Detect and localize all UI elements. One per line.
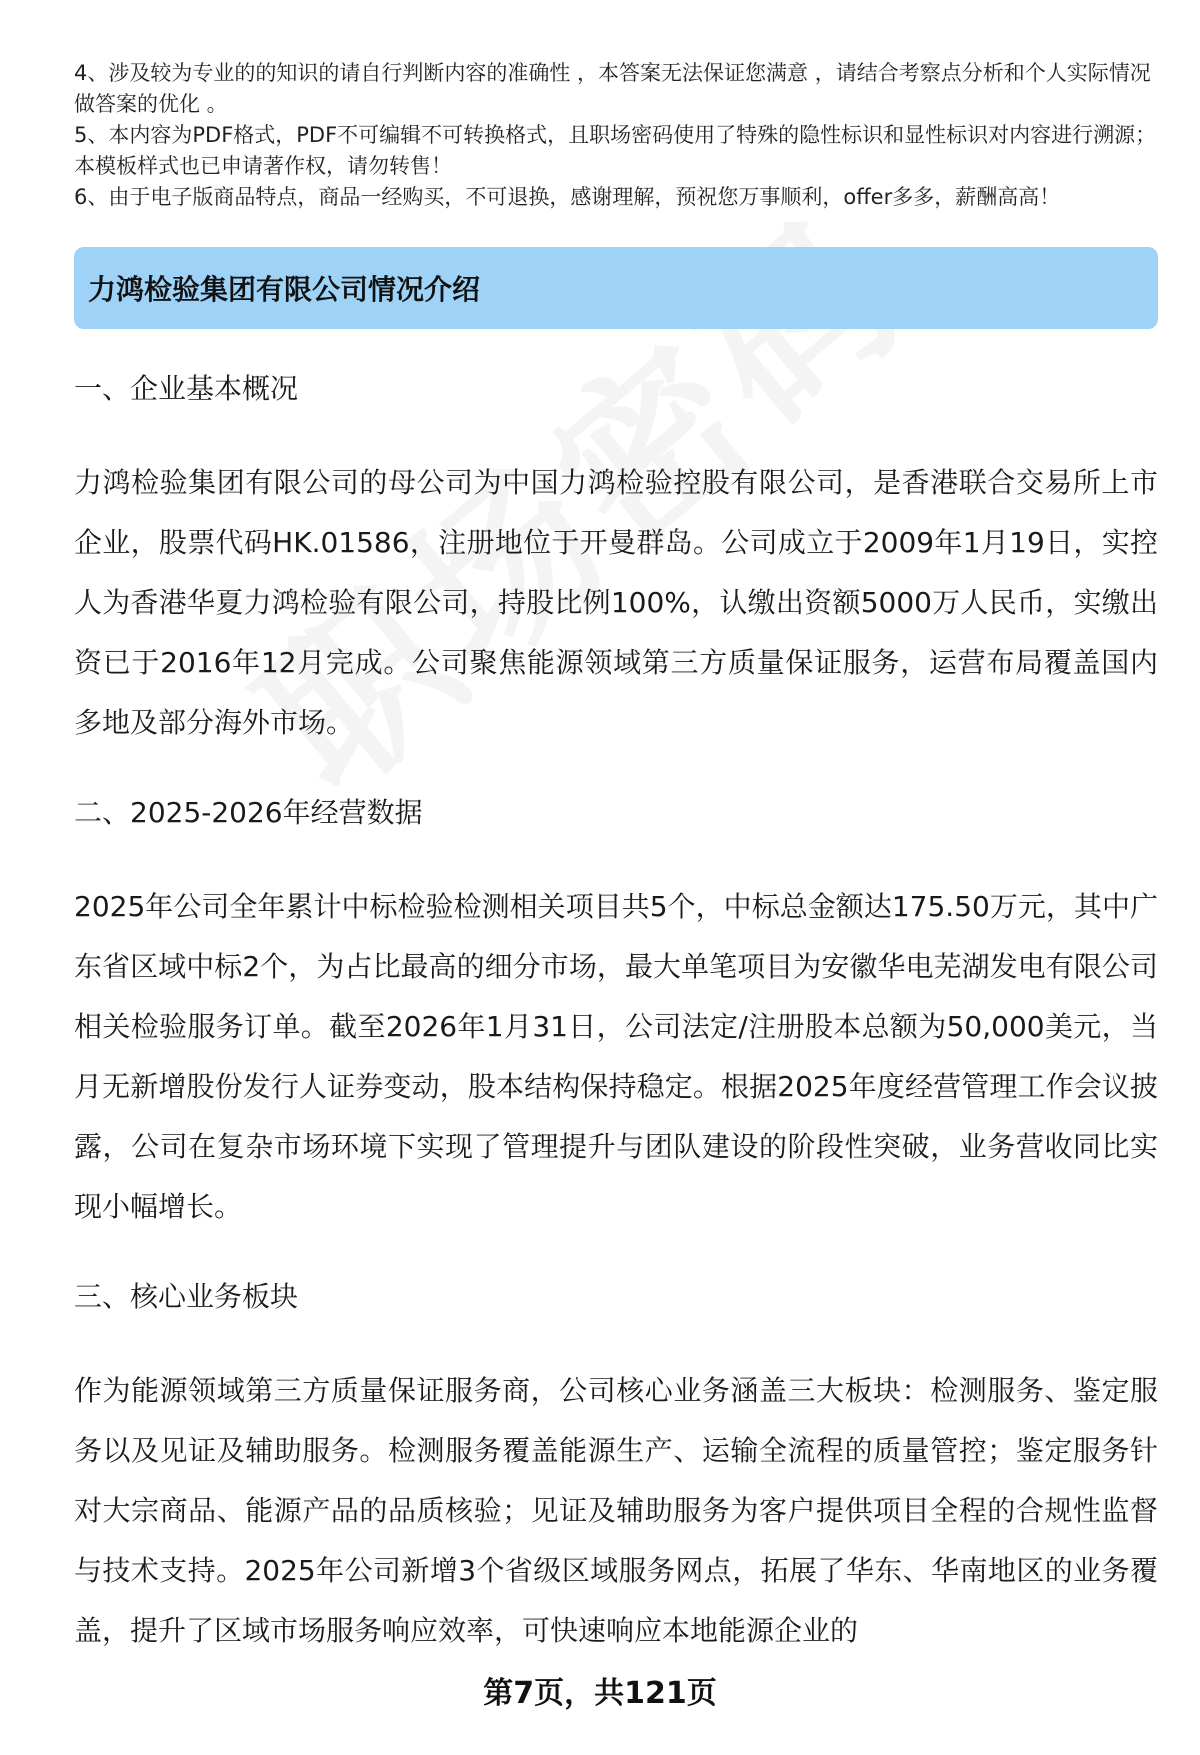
section-heading: 一、企业基本概况 xyxy=(74,372,299,405)
section-title: 力鸿检验集团有限公司情况介绍 xyxy=(88,273,481,306)
section-paragraph: 2025年公司全年累计中标检验检测相关项目共5个，中标总金额达175.50万元，其中广东省区域中标2个，为占比最高的细分市场，最大单笔项目为安徽华电芜湖发电有限公司相关检验服务订单。截至2026年1月31日，公司法定/注册股本总额为50,000美元，当月无新增股份发行人证券变动，股本结构保持稳定。根据2025年度经营管理工作会议披露，公司在复杂市场环境下实现了管理提升与团队建设的阶段性突破，业务营收同比实现小幅增长。 xyxy=(74,890,1158,1223)
section-heading: 三、核心业务板块 xyxy=(74,1280,299,1313)
note-item: 5、本内容为PDF格式，PDF不可编辑不可转换格式，且职场密码使用了特殊的隐性标识和显性标识对内容进行溯源；本模板样式也已申请著作权，请勿转售！ xyxy=(74,123,1157,178)
page-footer: 第7页，共121页 xyxy=(483,1676,717,1711)
section-paragraph: 作为能源领域第三方质量保证服务商，公司核心业务涵盖三大板块：检测服务、鉴定服务以及见证及辅助服务。检测服务覆盖能源生产、运输全流程的质量管控；鉴定服务针对大宗商品、能源产品的品质核验；见证及辅助服务为客户提供项目全程的合规性监督与技术支持。2025年公司新增3个省级区域服务网点，拓展了华东、华南地区的业务覆盖，提升了区域市场服务响应效率，可快速响应本地能源企业的 xyxy=(74,1374,1158,1647)
note-item: 4、涉及较为专业的的知识的请自行判断内容的准确性 ，本答案无法保证您满意 ，请结合考察点分析和个人实际情况做答案的优化 。 xyxy=(74,61,1151,116)
section-heading: 二、2025-2026年经营数据 xyxy=(74,796,423,829)
notes-block xyxy=(74,58,1158,213)
section-paragraph: 力鸿检验集团有限公司的母公司为中国力鸿检验控股有限公司，是香港联合交易所上市企业，股票代码HK.01586，注册地位于开曼群岛。公司成立于2009年1月19日，实控人为香港华夏力鸿检验有限公司，持股比例100%，认缴出资额5000万人民币，实缴出资已于2016年12月完成。公司聚焦能源领域第三方质量保证服务，运营布局覆盖国内多地及部分海外市场。 xyxy=(74,466,1158,739)
section-title-banner xyxy=(74,247,1158,329)
document-page xyxy=(74,58,1158,1661)
note-item: 6、由于电子版商品特点，商品一经购买，不可退换，感谢理解，预祝您万事顺利，offer多多，薪酬高高！ xyxy=(74,185,1061,209)
